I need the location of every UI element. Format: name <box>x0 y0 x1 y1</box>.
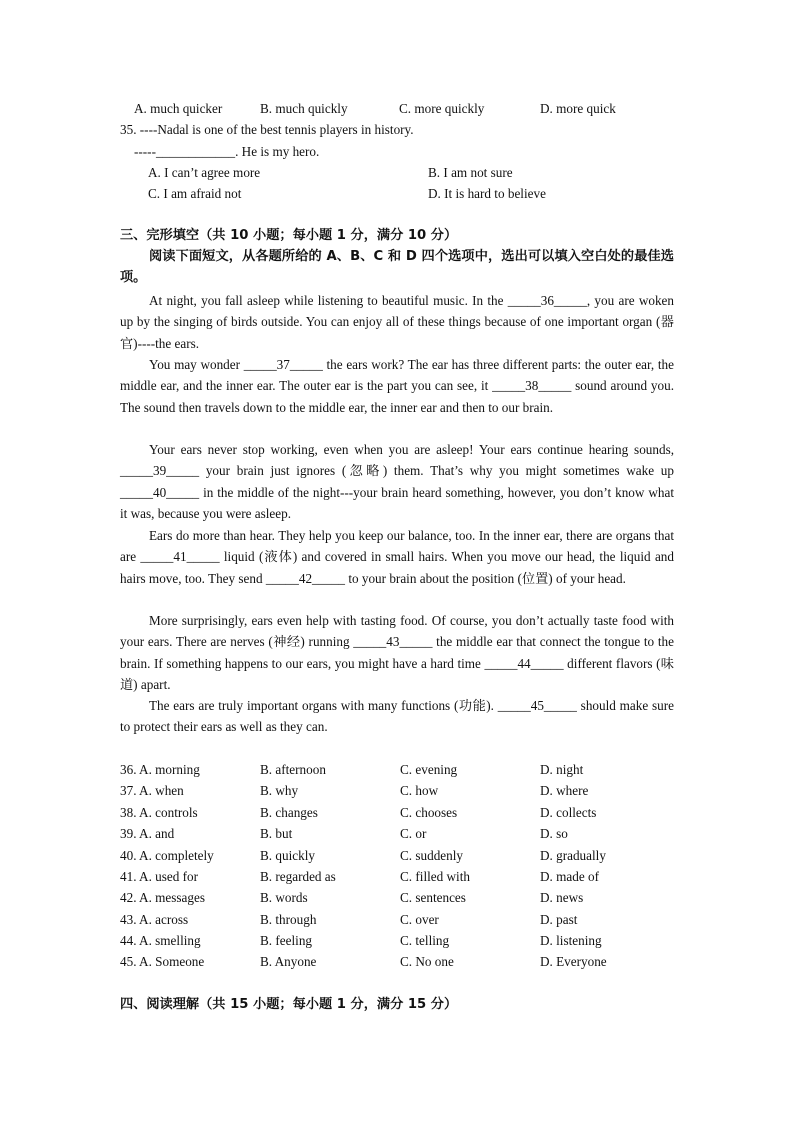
question-option-b: B. feeling <box>260 933 313 948</box>
question-option-c: C. how <box>400 783 439 798</box>
cloze-paragraph-4: Ears do more than hear. They help you keep our balance, too. In the inner ear, there are organs that are _____41_____ liquid (液体) and covered in small hairs. When you move our head, the liquid and hairs move, too. They send _____42_____ to your brain about the position (位置) of your head. <box>120 528 674 586</box>
question-option-d: D. where <box>540 783 589 798</box>
q34-option-c: C. more quickly <box>399 101 485 116</box>
question-option-a: 43. A. across <box>120 912 189 927</box>
question-option-a: 36. A. morning <box>120 762 200 777</box>
question-option-d: D. news <box>540 890 584 905</box>
question-option-a: 44. A. smelling <box>120 933 201 948</box>
section3-heading: 三、完形填空（共 10 小题；每小题 1 分，满分 10 分） <box>120 228 458 243</box>
question-option-a: 45. A. Someone <box>120 954 205 969</box>
cloze-paragraph-1: At night, you fall asleep while listening to beautiful music. In the _____36_____, you are woken up by the singing of birds outside. You can enjoy all of these things because of one important organ (器官)----the ears. <box>120 293 674 351</box>
q35-stem: 35. ----Nadal is one of the best tennis players in history. <box>120 122 414 137</box>
q34-option-a: A. much quicker <box>134 101 223 116</box>
question-option-a: 40. A. completely <box>120 848 214 863</box>
question-option-b: B. words <box>260 890 308 905</box>
question-option-b: B. changes <box>260 805 318 820</box>
question-option-c: C. telling <box>400 933 450 948</box>
section4-heading: 四、阅读理解（共 15 小题；每小题 1 分，满分 15 分） <box>120 997 458 1012</box>
question-option-a: 37. A. when <box>120 783 184 798</box>
question-option-d: D. Everyone <box>540 954 607 969</box>
question-option-b: B. through <box>260 912 317 927</box>
cloze-paragraph-3: Your ears never stop working, even when you are asleep! Your ears continue hearing sounds, _____39_____ your brain just ignores (忽略) them. That’s why you might sometimes wake up _____40_____ in the middle of the night---your brain heard something, however, you don’t know what it was, because you were asleep. <box>120 442 674 521</box>
cloze-paragraph-5: More surprisingly, ears even help with tasting food. Of course, you don’t actually taste food with your ears. There are nerves (神经) running _____43_____ the middle ear that connect the tongue to the brain. If something happens to our ears, you might have a hard time _____44_____ different flavors (味道) apart. <box>120 613 674 692</box>
question-option-c: C. or <box>400 826 427 841</box>
question-option-d: D. past <box>540 912 578 927</box>
q35-option-a: A. I can’t agree more <box>148 165 261 180</box>
cloze-paragraph-6: The ears are truly important organs with many functions (功能). _____45_____ should make sure to protect their ears as well as they can. <box>120 698 674 735</box>
question-option-a: 42. A. messages <box>120 890 205 905</box>
question-option-a: 41. A. used for <box>120 869 199 884</box>
q35-option-c: C. I am afraid not <box>148 186 242 201</box>
question-option-d: D. so <box>540 826 568 841</box>
question-option-b: B. regarded as <box>260 869 336 884</box>
q35-reply: -----____________. He is my hero. <box>134 144 320 159</box>
question-option-a: 38. A. controls <box>120 805 198 820</box>
question-option-b: B. afternoon <box>260 762 326 777</box>
question-option-c: C. evening <box>400 762 458 777</box>
question-option-c: C. filled with <box>400 869 470 884</box>
section3-instruction: 阅读下面短文，从各题所给的 A、B、C 和 D 四个选项中，选出可以填入空白处的最佳选项。 <box>120 249 674 286</box>
question-option-c: C. suddenly <box>400 848 464 863</box>
question-option-b: B. but <box>260 826 293 841</box>
q34-option-b: B. much quickly <box>260 101 348 116</box>
question-option-b: B. Anyone <box>260 954 317 969</box>
question-option-d: D. night <box>540 762 584 777</box>
question-option-c: C. sentences <box>400 890 466 905</box>
question-option-d: D. gradually <box>540 848 606 863</box>
question-option-c: C. chooses <box>400 805 458 820</box>
question-option-d: D. listening <box>540 933 602 948</box>
q34-option-d: D. more quick <box>540 101 616 116</box>
question-option-b: B. quickly <box>260 848 315 863</box>
q35-option-d: D. It is hard to believe <box>428 186 546 201</box>
question-option-c: C. No one <box>400 954 454 969</box>
question-option-d: D. collects <box>540 805 597 820</box>
cloze-paragraph-2: You may wonder _____37_____ the ears work? The ear has three different parts: the outer ear, the middle ear, and the inner ear. The outer ear is the part you can see, it _____38_____ sound around you. The sound then travels down to the middle ear, the inner ear and then to our brain. <box>120 357 674 415</box>
question-option-d: D. made of <box>540 869 599 884</box>
question-option-b: B. why <box>260 783 299 798</box>
question-option-c: C. over <box>400 912 439 927</box>
question-option-a: 39. A. and <box>120 826 175 841</box>
q35-option-b: B. I am not sure <box>428 165 513 180</box>
